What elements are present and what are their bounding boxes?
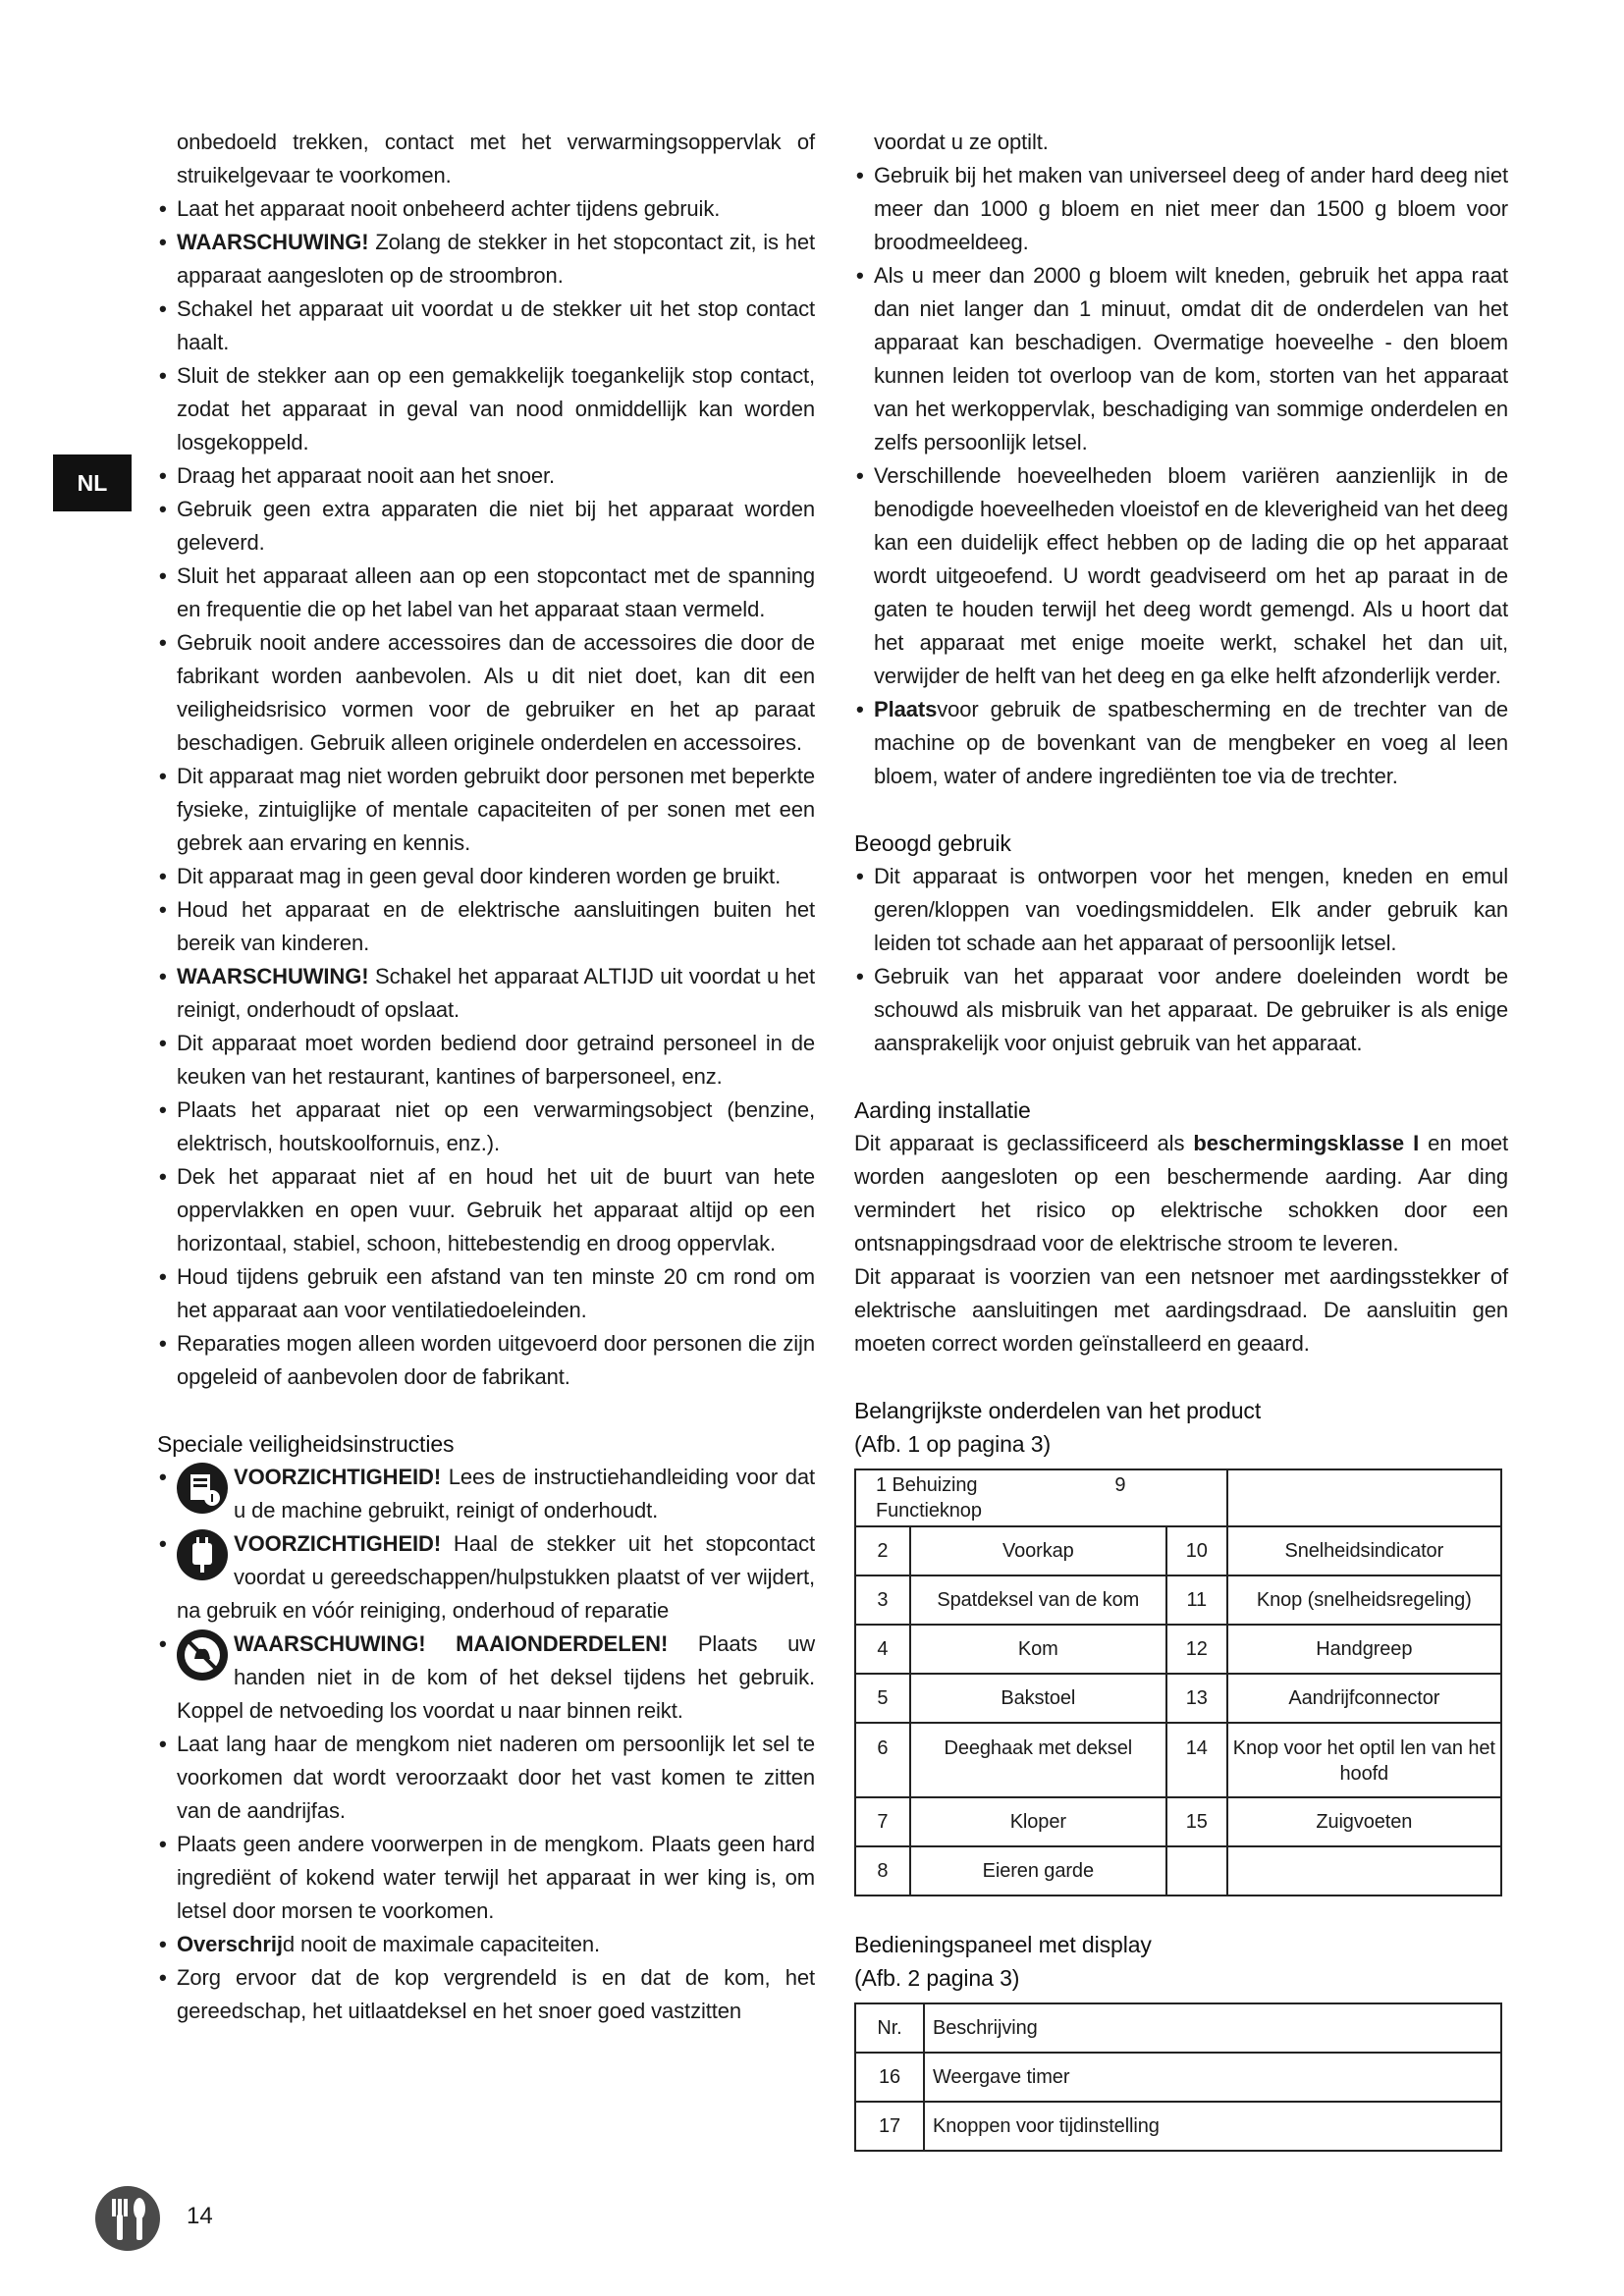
- part-number: 15: [1166, 1797, 1227, 1846]
- panel-number: 16: [855, 2053, 924, 2102]
- part-number: 8: [855, 1846, 910, 1896]
- table-cell: [855, 1469, 1227, 1526]
- parts-table: [854, 1468, 1502, 1896]
- list-item-text: d nooit de maximale capaciteiten.: [282, 1932, 601, 1956]
- earthing-text-post: en moet worden aangesloten op een beschermende aarding. Aar ding vermindert het risico op elektrische schokken door een ontsnappingsdraad voor de elektrische stroom te leveren.: [854, 1131, 1508, 1255]
- list-item-text: Sluit de stekker aan op een gemakkelijk toegankelijk stop contact, zodat het apparaat in geval van nood onmiddellijk kan worden losgekoppeld.: [177, 363, 815, 454]
- list-item-text: Gebruik geen extra apparaten die niet bij het apparaat worden geleverd.: [177, 497, 815, 555]
- part-name: Kloper: [910, 1797, 1166, 1846]
- list-item-text: Plaats het apparaat niet op een verwarmingsobject (benzine, elektrisch, houtskoolfornuis, enz.).: [177, 1097, 815, 1155]
- symbol-item: [157, 1461, 815, 1527]
- safety-list: [157, 192, 815, 1394]
- table-row: [855, 1469, 1501, 1526]
- list-item: [157, 626, 815, 760]
- intro-continuation-right: voordat u ze optilt.: [874, 130, 1049, 154]
- manual-icon: [177, 1463, 228, 1514]
- part-name: Snelheidsindicator: [1227, 1526, 1501, 1575]
- list-item-text: Dit apparaat mag in geen geval door kinderen worden ge bruikt.: [177, 864, 782, 888]
- list-item: [157, 1160, 815, 1260]
- language-tab: NL: [53, 454, 132, 511]
- bold-text: Overschrij: [177, 1932, 283, 1956]
- list-item: [157, 1828, 815, 1928]
- symbol-item-text: Plaats uw handen niet in de kom of het deksel tijdens het gebruik. Koppel de netvoeding los voordat u naar binnen reikt.: [177, 1631, 815, 1723]
- panel-number: 17: [855, 2102, 924, 2151]
- warning-label: VOORZICHTIGHEID!: [234, 1465, 442, 1489]
- list-item: [157, 192, 815, 226]
- part-name: Kom: [910, 1625, 1166, 1674]
- part-name: Zuigvoeten: [1227, 1797, 1501, 1846]
- warning-label: WAARSCHUWING!: [177, 230, 369, 254]
- panel-description: Knoppen voor tijdinstelling: [924, 2102, 1501, 2151]
- earthing-text-pre: Dit apparaat is geclassificeerd als: [854, 1131, 1194, 1155]
- part-name: Knop voor het optil len van het hoofd: [1227, 1723, 1501, 1797]
- list-item-text: Als u meer dan 2000 g bloem wilt kneden, gebruik het appa raat dan niet langer dan 1 minuut, omdat dit de onderdelen van het apparaat kan beschadigen. Overmatige hoeveelhe - den bloem kunnen leiden tot overloop van de kom, storten van het apparaat van het werkoppervlak, beschadiging van sommige onderdelen en zelfs persoonlijk letsel.: [874, 263, 1508, 454]
- protection-class: beschermingsklasse I: [1193, 1131, 1420, 1155]
- no-hands-icon: [177, 1629, 228, 1681]
- table-row: [855, 1846, 1501, 1896]
- intended-use-heading: Beoogd gebruik: [854, 830, 1011, 856]
- list-item-text: Draag het apparaat nooit aan het snoer.: [177, 463, 556, 488]
- list-item-text: Zorg ervoor dat de kop vergrendeld is en dat de kom, het gereedschap, het uitlaatdeksel en het snoer goed vastzitten: [177, 1965, 815, 2023]
- part-9: 9 Functieknop: [876, 1474, 1126, 1522]
- list-item-text: Reparaties mogen alleen worden uitgevoerd door personen die zijn opgeleid of aanbevolen door de fabrikant.: [177, 1331, 815, 1389]
- list-item-text: Gebruik bij het maken van universeel deeg of ander hard deeg niet meer dan 1000 g bloem en niet meer dan 1500 g bloem voor broodmeeldeeg.: [874, 163, 1508, 254]
- list-item-text: Laat het apparaat nooit onbeheerd achter tijdens gebruik.: [177, 196, 721, 221]
- list-item: [854, 693, 1508, 793]
- part-number: 11: [1166, 1575, 1227, 1625]
- panel-heading: Bedieningspaneel met display: [854, 1932, 1152, 1957]
- part-name: Handgreep: [1227, 1625, 1501, 1674]
- table-row: [855, 1674, 1501, 1723]
- table-row: [855, 2003, 1501, 2053]
- part-number: 5: [855, 1674, 910, 1723]
- list-item: [157, 860, 815, 893]
- list-item: [157, 1260, 815, 1327]
- part-name: Eieren garde: [910, 1846, 1166, 1896]
- warning-label: VOORZICHTIGHEID!: [234, 1531, 442, 1556]
- list-item: [157, 760, 815, 860]
- earthing-heading: Aarding installatie: [854, 1097, 1031, 1123]
- list-item: [854, 159, 1508, 259]
- parts-heading: Belangrijkste onderdelen van het product: [854, 1398, 1262, 1423]
- list-item-text: Laat lang haar de mengkom niet naderen om persoonlijk let sel te voorkomen dat wordt veroorzaakt door het vast komen te zitten van de aandrijfas.: [177, 1732, 815, 1823]
- symbol-item: [157, 1628, 815, 1728]
- list-item: [157, 1094, 815, 1160]
- list-item: [157, 493, 815, 560]
- bold-text: Plaats: [874, 697, 938, 721]
- part-number: [1166, 1846, 1227, 1896]
- part-name: Bakstoel: [910, 1674, 1166, 1723]
- symbol-item: [157, 1527, 815, 1628]
- list-item-text: Sluit het apparaat alleen aan op een stopcontact met de spanning en frequentie die op het label van het apparaat staan vermeld.: [177, 563, 815, 621]
- list-item-text: Gebruik nooit andere accessoires dan de accessoires die door de fabrikant worden aanbevolen. Als u dit niet doet, kan dit een veiligheidsrisico vormen voor de gebruiker en het ap paraat beschadigen. Gebruik alleen originele onderdelen en accessoires.: [177, 630, 815, 755]
- list-item: [157, 359, 815, 459]
- left-column: [157, 126, 815, 2028]
- part-number: 4: [855, 1625, 910, 1674]
- panel-description: Beschrijving: [924, 2003, 1501, 2053]
- warning-label: WAARSCHUWING! MAAIONDERDELEN!: [234, 1631, 669, 1656]
- list-item: [157, 226, 815, 293]
- list-item-text: Schakel het apparaat ALTIJD uit voordat u het reinigt, onderhoudt of opslaat.: [177, 964, 815, 1022]
- list-item-text: Schakel het apparaat uit voordat u de stekker uit het stop contact haalt.: [177, 296, 815, 354]
- part-number: 3: [855, 1575, 910, 1625]
- list-item: [157, 1928, 815, 1961]
- unplug-icon: [177, 1529, 228, 1580]
- cutlery-icon: [94, 2185, 161, 2252]
- part-name: Spatdeksel van de kom: [910, 1575, 1166, 1625]
- list-item-text: Dek het apparaat niet af en houd het uit de buurt van hete oppervlakken en open vuur. Gebruik het apparaat altijd op een horizontaal, stabiel, schoon, hittebestendig en droog oppervlak.: [177, 1164, 815, 1255]
- parts-subheading: (Afb. 1 op pagina 3): [854, 1431, 1052, 1457]
- panel-number: Nr.: [855, 2003, 924, 2053]
- table-row: [855, 2053, 1501, 2102]
- part-name: [1227, 1846, 1501, 1896]
- table-cell: [1227, 1469, 1501, 1526]
- table-row: [855, 1797, 1501, 1846]
- page-number: 14: [187, 2203, 213, 2229]
- part-name: Voorkap: [910, 1526, 1166, 1575]
- list-item: [854, 459, 1508, 693]
- panel-subheading: (Afb. 2 pagina 3): [854, 1965, 1020, 1991]
- intro-continuation: onbedoeld trekken, contact met het verwarmingsoppervlak of struikelgevaar te voorkomen.: [177, 130, 815, 187]
- intended-use-list: [854, 860, 1508, 1060]
- table-row: [855, 1526, 1501, 1575]
- list-item: [157, 1027, 815, 1094]
- part-number: 7: [855, 1797, 910, 1846]
- list-item-text: voor gebruik de spatbescherming en de trechter van de machine op de bovenkant van de mengbeker en voeg al leen bloem, water of andere ingrediënten toe via de trechter.: [874, 697, 1508, 788]
- part-number: 12: [1166, 1625, 1227, 1674]
- list-item: [157, 459, 815, 493]
- list-item-text: Dit apparaat mag niet worden gebruikt door personen met beperkte fysieke, zintuiglijke of mentale capaciteiten of per sonen met een gebrek aan ervaring en kennis.: [177, 764, 815, 855]
- table-row: [855, 1575, 1501, 1625]
- safety-list-2: [157, 1728, 815, 2028]
- list-item: [157, 1327, 815, 1394]
- earthing-paragraph-2: Dit apparaat is voorzien van een netsnoer met aardingsstekker of elektrische aansluitingen met aardingsdraad. De aansluitin gen moeten correct worden geïnstalleerd en geaard.: [854, 1264, 1508, 1356]
- symbol-item-text: Lees de instructiehandleiding voor dat u de machine gebruikt, reinigt of onderhoudt.: [234, 1465, 815, 1522]
- table-row: [855, 1723, 1501, 1797]
- list-item: [157, 1728, 815, 1828]
- list-item: [157, 560, 815, 626]
- panel-description: Weergave timer: [924, 2053, 1501, 2102]
- list-item-text: Plaats geen andere voorwerpen in de mengkom. Plaats geen hard ingrediënt of kokend water terwijl het apparaat in wer king is, om letsel door morsen te voorkomen.: [177, 1832, 815, 1923]
- part-name: Knop (snelheidsregeling): [1227, 1575, 1501, 1625]
- part-number: 13: [1166, 1674, 1227, 1723]
- symbol-item-text: Haal de stekker uit het stopcontact voordat u gereedschappen/hulpstukken plaatst of ver wijdert, na gebruik en vóór reiniging, onderhoud of reparatie: [177, 1531, 815, 1623]
- special-safety-heading: Speciale veiligheidsinstructies: [157, 1431, 455, 1457]
- list-item-text: Houd tijdens gebruik een afstand van ten minste 20 cm rond om het apparaat aan voor ventilatiedoeleinden.: [177, 1264, 815, 1322]
- part-number: 2: [855, 1526, 910, 1575]
- list-item: [157, 960, 815, 1027]
- warning-label: WAARSCHUWING!: [177, 964, 369, 988]
- symbol-list: [157, 1461, 815, 1728]
- list-item: • Dit apparaat is ontworpen voor het mengen, kneden en emul geren/kloppen van voedingsmiddelen. Elk ander gebruik kan leiden tot schade aan het apparaat of persoonlijk letsel.: [854, 860, 1508, 960]
- list-item-text: Dit apparaat moet worden bediend door getraind personeel in de keuken van het restaurant, kantines of barpersoneel, enz.: [177, 1031, 815, 1089]
- part-number: 6: [855, 1723, 910, 1797]
- list-item: [854, 259, 1508, 459]
- list-item: [157, 893, 815, 960]
- part-1: 1 Behuizing: [876, 1474, 978, 1496]
- list-item-text: Verschillende hoeveelheden bloem variëren aanzienlijk in de benodigde hoeveelheden vloeistof en de kleverigheid van het deeg kan een duidelijk effect hebben op de lading die op het apparaat wordt uitgeoefend. U wordt geadviseerd om het ap paraat in de gaten te houden terwijl het deeg wordt gemengd. Als u hoort dat het apparaat met enige moeite werkt, schakel het dan uit, verwijder de helft van het deeg en ga elke helft afzonderlijk verder.: [874, 463, 1508, 688]
- table-row: [855, 1625, 1501, 1674]
- list-item: • Gebruik van het apparaat voor andere doeleinden wordt be schouwd als misbruik van het apparaat. De gebruiker is als enige aansprakelijk voor onjuist gebruik van het apparaat.: [854, 960, 1508, 1060]
- earthing-paragraph-1: [854, 1127, 1508, 1260]
- list-item-text: Zolang de stekker in het stopcontact zit, is het apparaat aangesloten op de stroombron.: [177, 230, 815, 288]
- right-column: [854, 126, 1508, 2152]
- panel-table: [854, 2002, 1502, 2152]
- list-item-text: Houd het apparaat en de elektrische aansluitingen buiten het bereik van kinderen.: [177, 897, 815, 955]
- part-number: 10: [1166, 1526, 1227, 1575]
- list-item: [157, 293, 815, 359]
- list-item: [157, 1961, 815, 2028]
- part-number: 14: [1166, 1723, 1227, 1797]
- dough-list: [854, 159, 1508, 793]
- part-name: Deeghaak met deksel: [910, 1723, 1166, 1797]
- part-name: Aandrijfconnector: [1227, 1674, 1501, 1723]
- table-row: [855, 2102, 1501, 2151]
